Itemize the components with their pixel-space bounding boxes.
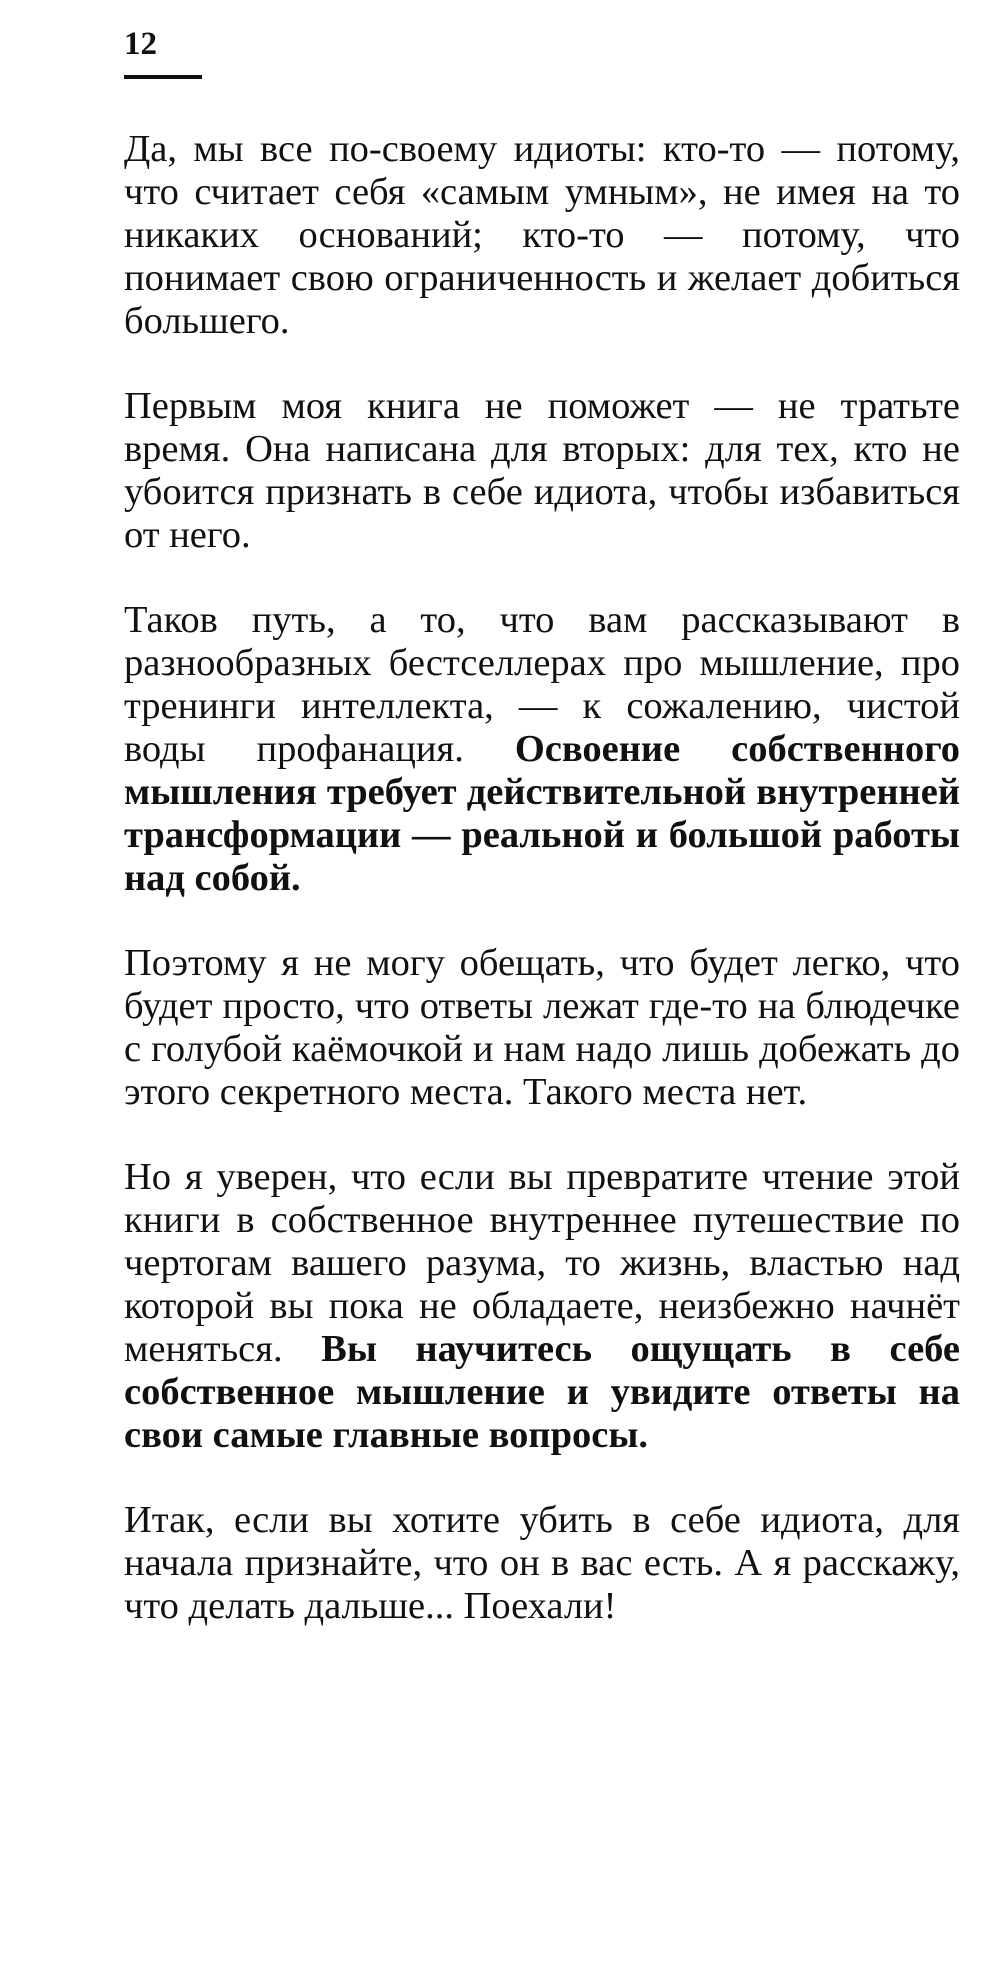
- paragraph-text: Но я уверен, что если вы превратите чтение этой книги в собственное внутреннее путешествие по чертогам вашего разума, то жизнь, властью над которой вы пока не обладаете, неизбежно начнёт меняться.: [124, 1156, 960, 1370]
- paragraph-6: [124, 1499, 960, 1628]
- paragraph-4: [124, 942, 960, 1114]
- paragraph-text: Итак, если вы хотите убить в себе идиота, для начала признайте, что он в вас есть. А я расскажу, что делать дальше... Поехали!: [124, 1499, 960, 1627]
- page-number: 12: [124, 26, 157, 62]
- paragraph-text: Таков путь, а то, что вам рассказывают в разнообразных бестселлерах про мышление, про тренинги интеллекта, — к сожалению, чистой воды профанация.: [124, 599, 960, 770]
- paragraph-5: [124, 1156, 960, 1457]
- page-body: [124, 128, 960, 1670]
- paragraph-text: Поэтому я не могу обещать, что будет легко, что будет просто, что ответы лежат где-то на блюдечке с голубой каёмочкой и нам надо лишь добежать до этого секретного места. Такого места нет.: [124, 942, 960, 1113]
- paragraph-text: Да, мы все по-своему идиоты: кто-то — потому, что считает себя «самым умным», не имея на то никаких оснований; кто-то — потому, что понимает свою ограниченность и желает добиться большего.: [124, 128, 960, 342]
- paragraph-1: [124, 128, 960, 343]
- page-number-rule: [124, 75, 202, 79]
- paragraph-bold-text: Вы научитесь ощущать в себе собственное мышление и увидите ответы на свои самые главные вопросы.: [124, 1328, 960, 1456]
- paragraph-bold-text: Освоение собственного мышления требует действительной внутренней трансформации — реальной и большой работы над собой.: [124, 728, 960, 899]
- paragraph-3: [124, 599, 960, 900]
- paragraph-text: Первым моя книга не поможет — не тратьте время. Она написана для вторых: для тех, кто не убоится признать в себе идиота, чтобы избавиться от него.: [124, 385, 960, 556]
- paragraph-2: [124, 385, 960, 557]
